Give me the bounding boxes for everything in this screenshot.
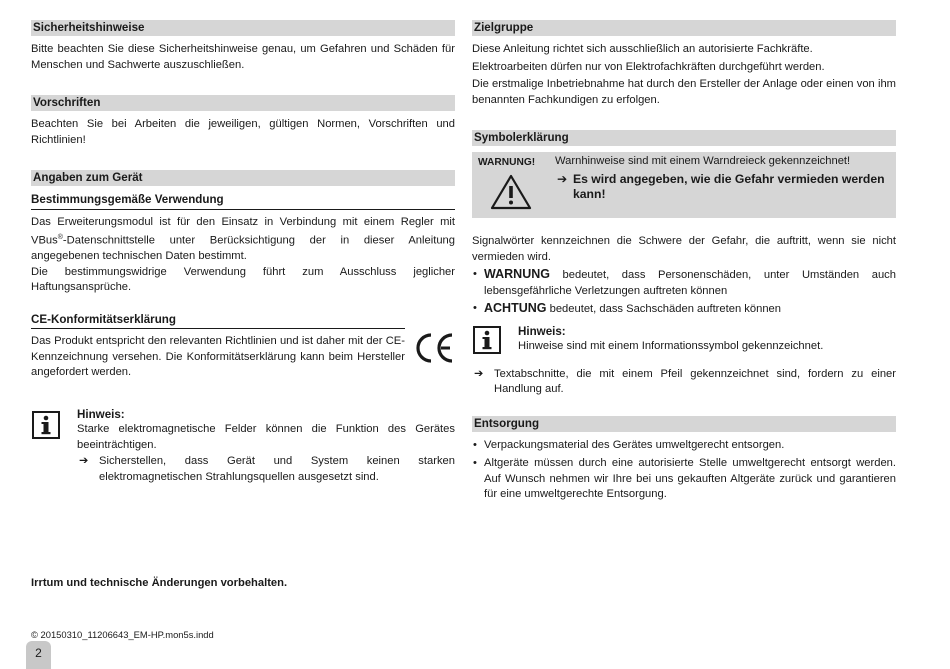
symbols-heading: Symbolerklärung — [472, 130, 896, 146]
disposal-heading: Entsorgung — [472, 416, 896, 432]
warning-tag: WARNUNG! — [478, 157, 536, 168]
note-arrow-item — [77, 454, 455, 485]
symbol-note-box — [472, 324, 896, 355]
regulations-heading: Vorschriften — [31, 95, 455, 111]
intended-use-text-2: Die bestimmungswidrige Verwendung führt zum Ausschluss jeglicher Haftungsansprüche. — [31, 265, 455, 294]
left-column — [31, 20, 455, 485]
safety-heading: Sicherheitshinweise — [31, 20, 455, 36]
arrow-icon: ➔ — [557, 171, 568, 186]
note-arrow-text: Sicherstellen, dass Gerät und System keinen starken elektromagnetischen Strahlungsquellen ausgesetzt sind. — [99, 455, 455, 483]
warning-triangle-icon — [490, 174, 532, 216]
signal-text: Signalwörter kennzeichnen die Schwere der Gefahr, die auftritt, wenn sie nicht vermieden wird. — [472, 235, 896, 263]
warning-strong-text: Es wird angegeben, wie die Gefahr vermieden werden kann! — [573, 171, 885, 201]
arrow-icon: ➔ — [79, 455, 89, 468]
warning-line: Warnhinweise sind mit einem Warndreieck gekennzeichnet! — [555, 155, 851, 167]
warning-text — [555, 154, 890, 202]
intended-use-text-part: -Datenschnittstelle unter Berücksichtigung der in dieser Anleitung angegebenen technischen Daten bestimmt. — [31, 234, 455, 263]
intended-use-text-part: Das Erweiterungsmodul ist für den Einsatz in Verbindung mit einem Regler mit VBus — [31, 215, 455, 247]
target-line-1: Diese Anleitung richtet sich ausschließlich an autorisierte Fachkräfte. — [472, 43, 813, 55]
arrow-explanation-text: Textabschnitte, die mit einem Pfeil gekennzeichnet sind, fordern zu einer Handlung auf. — [494, 367, 896, 395]
intended-use-text — [31, 215, 455, 265]
right-column — [472, 20, 896, 503]
note-heading: Hinweis: — [77, 407, 125, 421]
ce-section — [31, 312, 455, 381]
note-text: Starke elektromagnetische Felder können die Funktion des Gerätes beeinträchtigen. — [77, 423, 455, 451]
ce-text: Das Produkt entspricht den relevanten Richtlinien und ist daher mit der CE-Kennzeichnung versehen. Die Konformitätserklärung kann beim Hersteller angefordert werden. — [31, 335, 405, 379]
signal-list — [472, 267, 896, 318]
arrow-explanation — [472, 367, 896, 398]
ce-mark-icon — [415, 332, 455, 364]
regulations-text: Beachten Sie bei Arbeiten die jeweiligen, gültigen Normen, Vorschriften und Richtlinien! — [31, 118, 455, 146]
registered-mark: ® — [57, 234, 63, 241]
target-heading: Zielgruppe — [472, 20, 896, 36]
device-heading: Angaben zum Gerät — [31, 170, 455, 186]
warning-box — [472, 152, 896, 218]
arrow-icon: ➔ — [474, 367, 484, 380]
disclaimer: Irrtum und technische Änderungen vorbehalten. — [31, 577, 288, 589]
intended-use-heading: Bestimmungsgemäße Verwendung — [31, 192, 455, 210]
list-item: • Altgeräte müssen durch eine autorisierte Stelle umweltgerecht entsorgt werden. Auf Wunsch nehmen wir Ihre bei uns gekauften Altgeräte zurück und garantieren für eine umweltgerechte Entsorgung. — [472, 456, 896, 503]
keyword-achtung: ACHTUNG — [484, 301, 547, 315]
list-item — [472, 267, 896, 299]
list-item: • Verpackungsmaterial des Gerätes umweltgerecht entsorgen. — [472, 438, 896, 454]
info-icon — [32, 411, 60, 439]
symbol-note-text: Hinweise sind mit einem Informationssymbol gekennzeichnet. — [518, 340, 824, 352]
warning-arrow-item — [555, 172, 890, 202]
list-item — [472, 301, 896, 318]
symbol-note-heading: Hinweis: — [518, 324, 566, 338]
list-item-text: bedeutet, dass Personenschäden, unter Umständen auch lebensgefährliche Verletzungen auftreten können — [484, 269, 896, 297]
file-info: © 20150310_11206643_EM-HP.mon5s.indd — [31, 629, 214, 640]
info-icon — [473, 326, 501, 354]
target-line-2: Elektroarbeiten dürfen nur von Elektrofachkräften durchgeführt werden. — [472, 60, 825, 73]
note-box — [31, 407, 455, 486]
ce-mark — [415, 332, 455, 370]
target-line-3: Die erstmalige Inbetriebnahme hat durch den Ersteller der Anlage oder einen von ihm benannten Fachkundigen zu erfolgen. — [472, 78, 896, 106]
list-item-text: bedeutet, dass Sachschäden auftreten können — [546, 303, 781, 315]
disposal-list — [472, 438, 896, 503]
page-number: 2 — [26, 641, 51, 669]
keyword-warnung: WARNUNG — [484, 267, 550, 281]
ce-heading: CE-Konformitätserklärung — [31, 312, 405, 330]
safety-text: Bitte beachten Sie diese Sicherheitshinweise genau, um Gefahren und Schäden für Menschen und Sachwerte auszuschließen. — [31, 43, 455, 71]
